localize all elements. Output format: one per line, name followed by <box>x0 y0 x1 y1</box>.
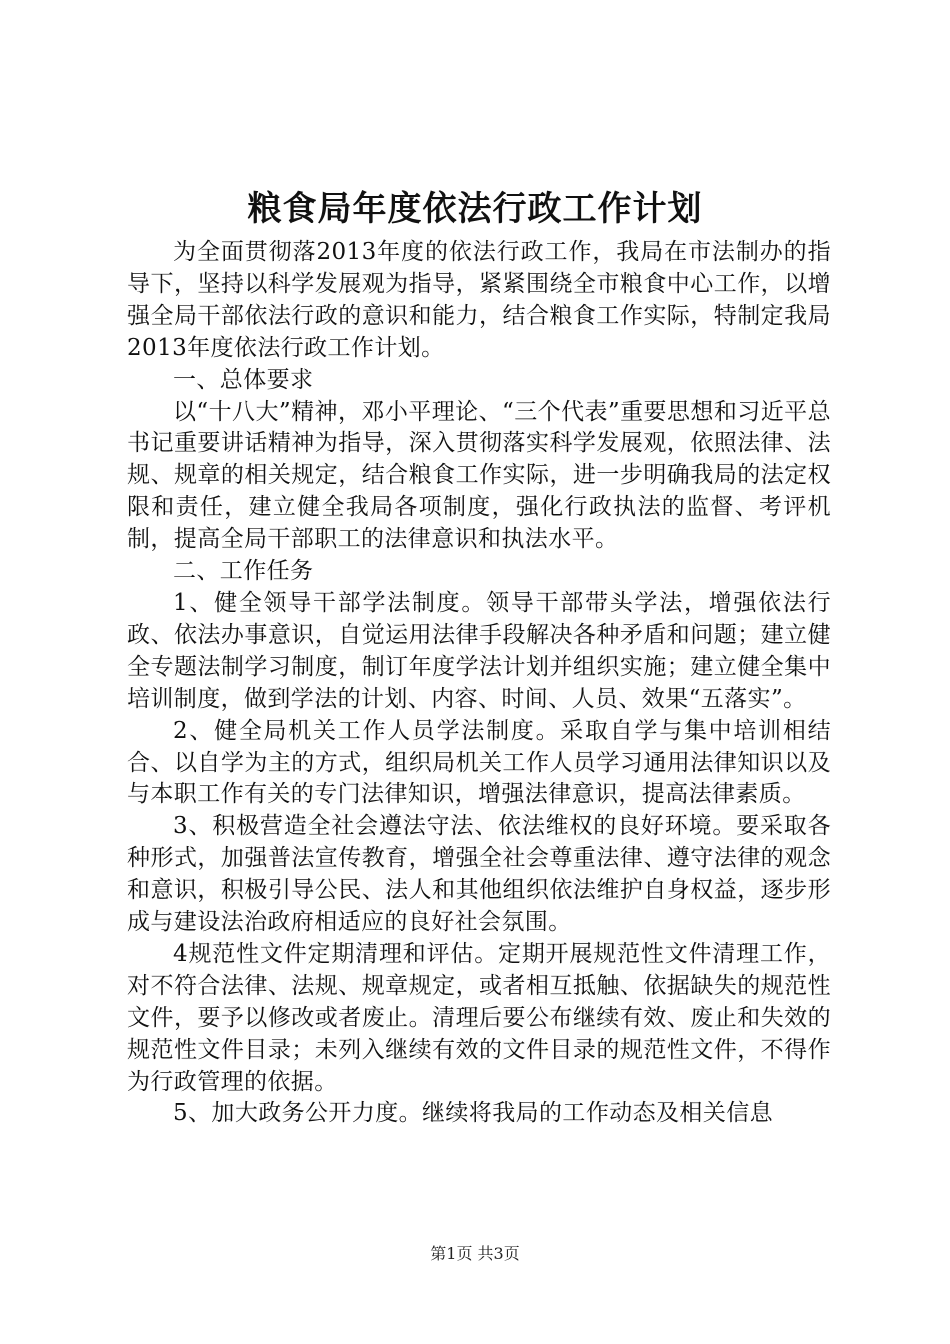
page-footer: 第1页 共3页 <box>430 1244 520 1263</box>
paragraph-task-5: 5、加大政务公开力度。继续将我局的工作动态及相关信息 <box>173 1100 774 1127</box>
section-heading-work-tasks: 二、工作任务 <box>173 558 314 585</box>
paragraph-task-3: 3、积极营造全社会遵法守法、依法维权的良好环境。要采取各种形式，加强普法宣传教育，增强全社会尊重法律、遵守法律的观念和意识，积极引导公民、法人和其他组织依法维护自身权益，逐步形成与建设法治政府相适应的良好社会氛围。 <box>127 813 831 936</box>
paragraph-intro: 为全面贯彻落2013年度的依法行政工作，我局在市法制办的指导下，坚持以科学发展观为指导，紧紧围绕全市粮食中心工作，以增强全局干部依法行政的意识和能力，结合粮食工作实际，特制定我局2013年度依法行政工作计划。 <box>127 239 831 361</box>
paragraph-task-2: 2、健全局机关工作人员学法制度。采取自学与集中培训相结合、以自学为主的方式，组织局机关工作人员学习通用法律知识以及与本职工作有关的专门法律知识，增强法律意识，提高法律素质。 <box>127 717 831 808</box>
paragraph-task-1: 1、健全领导干部学法制度。领导干部带头学法，增强依法行政、依法办事意识，自觉运用法律手段解决各种矛盾和问题；建立健全专题法制学习制度，制订年度学法计划并组织实施；建立健全集中培训制度，做到学法的计划、内容、时间、人员、效果“五落实”。 <box>127 589 831 712</box>
paragraph-general-requirements: 以“十八大”精神，邓小平理论、“三个代表”重要思想和习近平总书记重要讲话精神为指导，深入贯彻落实科学发展观，依照法律、法规、规章的相关规定，结合粮食工作实际，进一步明确我局的法定权限和责任，建立健全我局各项制度，强化行政执法的监督、考评机制，提高全局干部职工的法律意识和执法水平。 <box>127 398 831 553</box>
paragraph-task-4: 4规范性文件定期清理和评估。定期开展规范性文件清理工作，对不符合法律、法规、规章规定，或者相互抵触、依据缺失的规范性文件，要予以修改或者废止。清理后要公布继续有效、废止和失效的规范性文件目录；未列入继续有效的文件目录的规范性文件，不得作为行政管理的依据。 <box>127 940 831 1095</box>
document-body <box>127 237 831 1130</box>
section-heading-general-requirements: 一、总体要求 <box>173 366 314 393</box>
document-title: 粮食局年度依法行政工作计划 <box>247 189 703 229</box>
